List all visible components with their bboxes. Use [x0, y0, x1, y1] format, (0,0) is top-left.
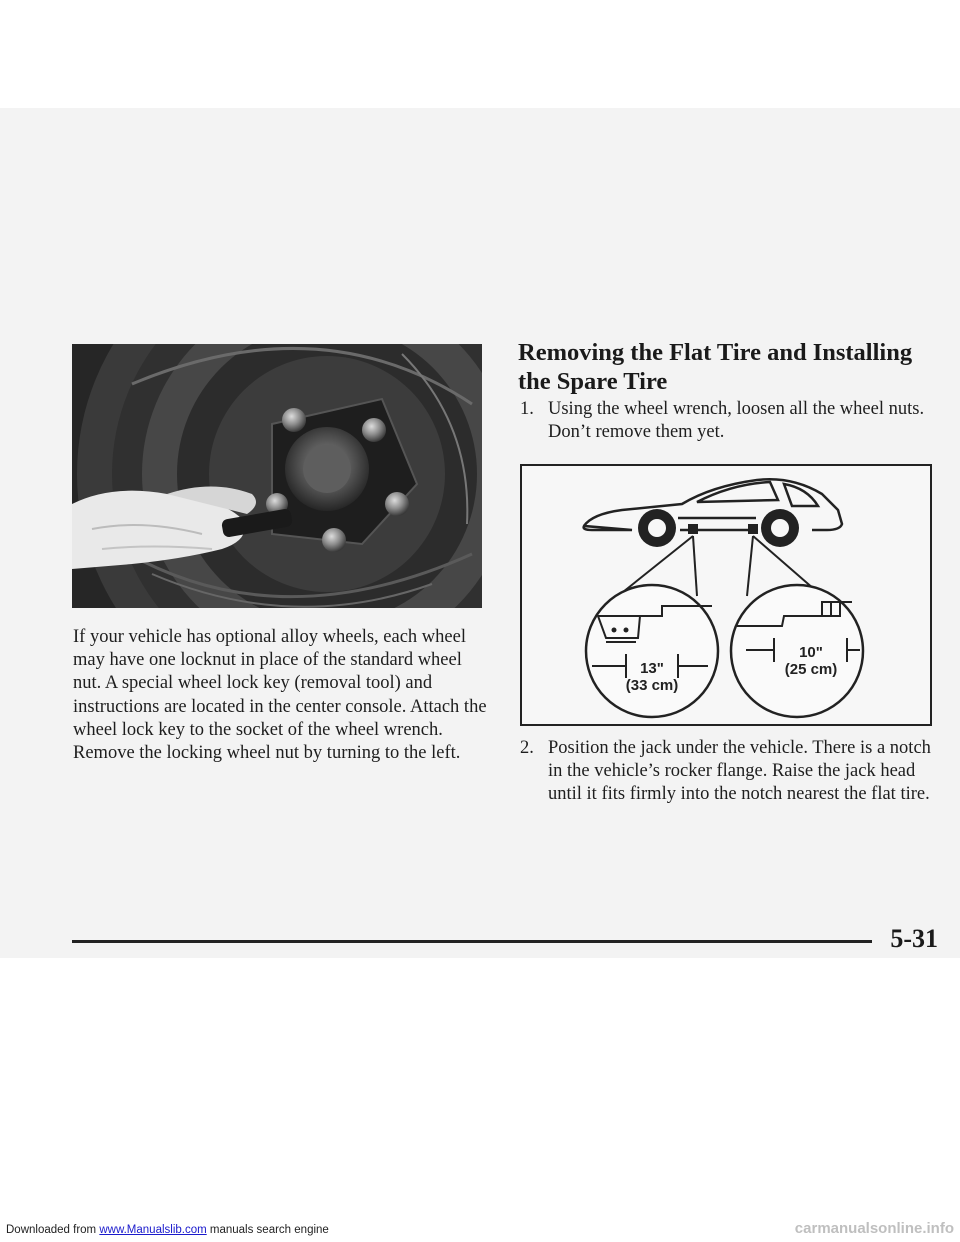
watermark: carmanualsonline.info — [794, 1220, 954, 1237]
step-number: 1. — [520, 399, 534, 419]
manualslib-link[interactable]: www.Manualslib.com — [99, 1224, 207, 1236]
source-attribution — [6, 1222, 329, 1238]
car-outline-icon — [584, 479, 842, 530]
rear-measure-metric-label: (25 cm) — [784, 661, 838, 678]
alloy-wheel-locknut-paragraph: If your vehicle has optional alloy wheels, each wheel may have one locknut in place of the standard wheel nut. A special wheel lock key (removal tool) and instructions are located in the center console. Attach the wheel lock key to the socket of the wheel wrench. Remove the locking wheel nut by turning to the left. — [73, 627, 487, 764]
front-measure-metric-label: (33 cm) — [625, 677, 679, 694]
step-number: 2. — [520, 738, 534, 758]
step-text: Using the wheel wrench, loosen all the wheel nuts. Don’t remove them yet. — [548, 399, 925, 443]
page-number: 5-31 — [890, 924, 938, 953]
front-measure-label: 13" — [640, 660, 664, 677]
source-suffix: manuals search engine — [206, 1224, 329, 1236]
jack-location-diagram — [520, 464, 932, 726]
step-text: Position the jack under the vehicle. There is a notch in the vehicle’s rocker flange. Raise the jack head until it fits firmly into the notch nearest the flat tire. — [548, 738, 931, 805]
source-prefix: Downloaded from — [6, 1224, 100, 1236]
wheel-lock-nut-photo — [72, 344, 482, 608]
step-2 — [520, 737, 940, 807]
rear-measure-label: 10" — [799, 644, 823, 661]
section-heading: Removing the Flat Tire and Installing the Spare Tire — [518, 339, 913, 395]
footer-rule — [72, 940, 872, 943]
step-1 — [520, 398, 940, 444]
